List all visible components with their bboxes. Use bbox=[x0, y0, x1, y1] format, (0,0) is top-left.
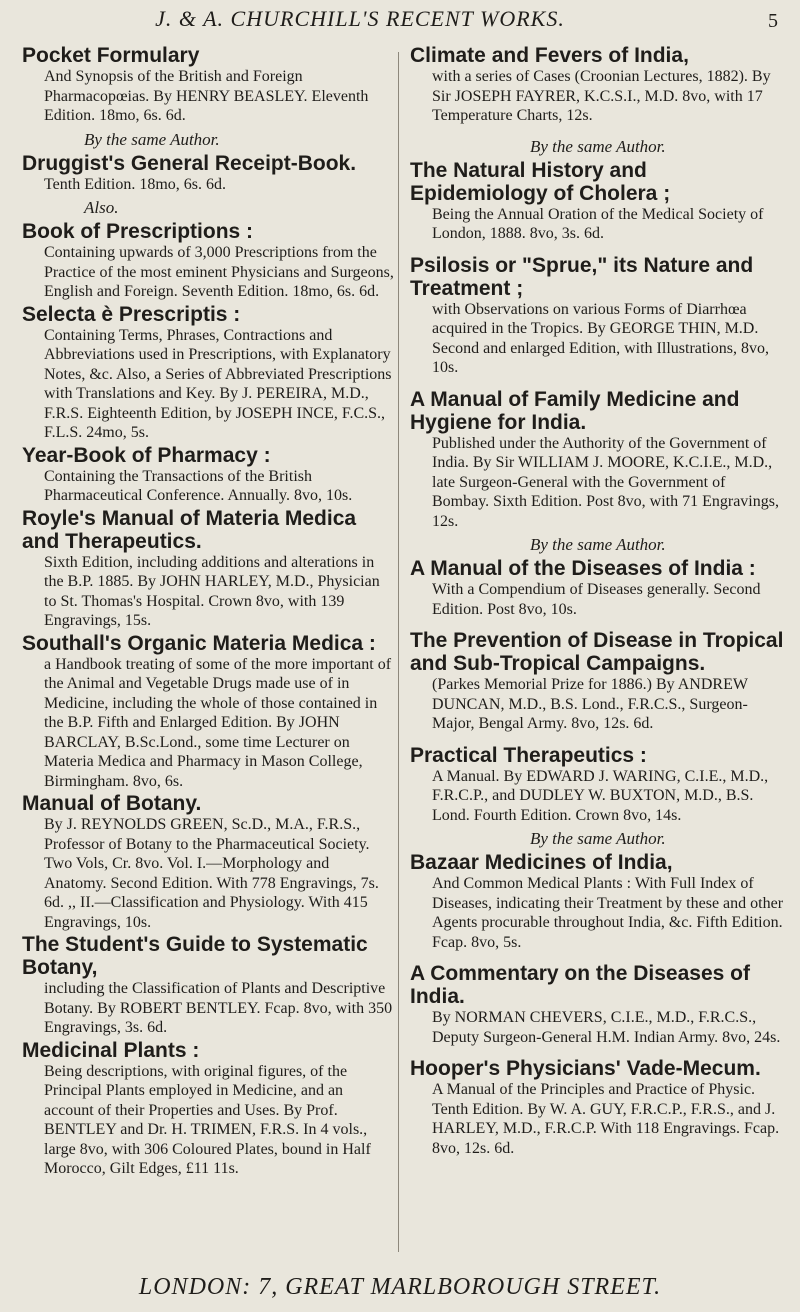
book-description: By J. REYNOLDS GREEN, Sc.D., M.A., F.R.S., Professor of Botany to the Pharmaceutical Society. Two Vols, Cr. 8vo. Vol. I.—Morphology and Anatomy. Second Edition. With 778 Engravings, 7s. 6d. ,, II.—Classification and Physiology. With 415 Engravings, 10s. bbox=[44, 816, 379, 931]
book-description: Tenth Edition. 18mo, 6s. 6d. bbox=[44, 175, 226, 193]
book-entry bbox=[22, 632, 394, 792]
book-title: A Manual of the Diseases of India : bbox=[410, 557, 756, 580]
book-description: Being descriptions, with original figures, of the Principal Plants employed in Medicine, and an account of their Properties and Uses. By Prof. BENTLEY and Dr. H. TRIMEN, F.R.S. In 4 vols., large 8vo, with 306 Coloured Plates, bound in Half Morocco, Gilt Edges, £11 11s. bbox=[44, 1062, 371, 1177]
book-entry bbox=[22, 220, 394, 302]
book-title: Manual of Botany. bbox=[22, 792, 202, 815]
book-description: Published under the Authority of the Government of India. By Sir WILLIAM J. MOORE, K.C.I.E., M.D., late Surgeon-General with the Government of Bombay. Sixth Edition. Post 8vo, with 71 Engravings, 12s. bbox=[432, 434, 779, 530]
book-entry bbox=[410, 254, 786, 378]
book-title: Climate and Fevers of India, bbox=[410, 44, 689, 67]
book-description: Being the Annual Oration of the Medical Society of London, 1888. 8vo, 3s. 6d. bbox=[432, 205, 764, 242]
book-description: By NORMAN CHEVERS, C.I.E., M.D., F.R.C.S., Deputy Surgeon-General H.M. Indian Army. 8vo, 24s. bbox=[432, 1009, 781, 1046]
book-description: A Manual. By EDWARD J. WARING, C.I.E., M.D., F.R.C.P., and DUDLEY W. BUXTON, M.D., B.S. Lond. Fourth Edition. Crown 8vo, 14s. bbox=[432, 767, 769, 824]
column-divider bbox=[398, 52, 399, 1252]
book-entry bbox=[22, 792, 394, 932]
book-entry bbox=[22, 507, 394, 631]
book-description: And Synopsis of the British and Foreign Pharmacopœias. By HENRY BEASLEY. Eleventh Edition. 18mo, 6s. 6d. bbox=[44, 68, 369, 124]
book-description: Containing Terms, Phrases, Contractions and Abbreviations used in Prescriptions, with Explanatory Notes, &c. Also, a Series of Abbreviated Prescriptions with Translations and Key. By J. PEREIRA, M.D., F.R.S. Eighteenth Edition, by JOSEPH INCE, F.C.S., F.L.S. 24mo, 5s. bbox=[44, 326, 392, 441]
book-title: Pocket Formulary bbox=[22, 44, 200, 67]
byline: By the same Author. bbox=[84, 129, 220, 149]
byline: By the same Author. bbox=[530, 535, 666, 554]
book-title: Selecta è Prescriptis : bbox=[22, 302, 241, 326]
book-title: Hooper's Physicians' Vade-Mecum. bbox=[410, 1057, 761, 1080]
book-entry bbox=[410, 557, 786, 619]
page-number: 5 bbox=[768, 10, 778, 32]
book-description: (Parkes Memorial Prize for 1886.) By ANDREW DUNCAN, M.D., B.S. Lond., F.R.C.S., Surgeon-Major, Bengal Army. 8vo, 12s. 6d. bbox=[432, 676, 748, 732]
book-title: Psilosis or "Sprue," its Nature and Treatment ; bbox=[410, 253, 754, 300]
book-description: Containing the Transactions of the British Pharmaceutical Conference. Annually. 8vo, 10s. bbox=[44, 467, 353, 504]
book-title: Royle's Manual of Materia Medica and Therapeutics. bbox=[22, 506, 357, 553]
book-description: With a Compendium of Diseases generally. Second Edition. Post 8vo, 10s. bbox=[432, 581, 761, 618]
book-entry bbox=[410, 962, 786, 1047]
book-description: And Common Medical Plants : With Full Index of Diseases, indicating their Treatment by these and other Agents procurable throughout India, &c. Fifth Edition. Fcap. 8vo, 5s. bbox=[432, 875, 784, 951]
book-entry bbox=[22, 44, 394, 126]
publisher-address: LONDON: 7, GREAT MARLBOROUGH STREET. bbox=[138, 1274, 662, 1300]
byline: Also. bbox=[84, 198, 119, 217]
book-title: Book of Prescriptions : bbox=[22, 220, 254, 243]
book-title: A Commentary on the Diseases of India. bbox=[410, 962, 750, 1008]
book-description: with Observations on various Forms of Diarrhœa acquired in the Tropics. By GEORGE THIN, M.D. Second and enlarged Edition, with Illustrations, 8vo, 10s. bbox=[432, 300, 769, 376]
book-title: Southall's Organic Materia Medica : bbox=[22, 631, 376, 655]
book-entry bbox=[22, 303, 394, 443]
book-entry bbox=[410, 629, 786, 734]
book-title: Practical Therapeutics : bbox=[410, 743, 647, 767]
book-description: with a series of Cases (Croonian Lectures, 1882). By Sir JOSEPH FAYRER, K.C.S.I., M.D. 8vo, with 17 Temperature Charts, 12s. bbox=[432, 68, 771, 124]
book-title: The Prevention of Disease in Tropical and Sub-Tropical Campaigns. bbox=[410, 629, 784, 675]
book-entry bbox=[22, 933, 394, 1038]
book-entry bbox=[410, 388, 786, 532]
byline: By the same Author. bbox=[530, 829, 666, 848]
book-description: Sixth Edition, including additions and alterations in the B.P. 1885. By JOHN HARLEY, M.D., Physician to St. Thomas's Hospital. Crown 8vo, with 139 Engravings, 15s. bbox=[44, 553, 380, 629]
book-title: Year-Book of Pharmacy : bbox=[22, 443, 271, 467]
book-description: including the Classification of Plants and Descriptive Botany. By ROBERT BENTLEY. Fcap. 8vo, with 350 Engravings, 3s. 6d. bbox=[44, 980, 393, 1036]
book-entry bbox=[22, 444, 394, 506]
book-title: A Manual of Family Medicine and Hygiene for India. bbox=[410, 387, 740, 434]
book-title: Bazaar Medicines of India, bbox=[410, 851, 673, 874]
book-entry bbox=[410, 851, 786, 952]
book-description: a Handbook treating of some of the more important of the Animal and Vegetable Drugs made use of in Medicine, including the whole of those contained in the B.P. Fifth and Enlarged Edition. By JOHN BARCLAY, B.Sc.Lond., some time Lecturer on Materia Medica and Pharmacy in Mason College, Birmingham. 8vo, 6s. bbox=[44, 655, 392, 790]
book-entry bbox=[410, 159, 786, 244]
book-entry bbox=[410, 1057, 786, 1158]
byline: By the same Author. bbox=[530, 136, 666, 156]
book-title: The Student's Guide to Systematic Botany, bbox=[22, 933, 368, 979]
book-title: The Natural History and Epidemiology of Cholera ; bbox=[410, 158, 671, 205]
book-title: Medicinal Plants : bbox=[22, 1038, 200, 1062]
book-entry bbox=[410, 744, 786, 826]
running-title: J. & A. CHURCHILL'S RECENT WORKS. bbox=[155, 6, 565, 31]
book-entry bbox=[410, 44, 786, 126]
page-header bbox=[0, 6, 800, 40]
left-column bbox=[22, 44, 394, 1180]
right-column bbox=[410, 44, 786, 1159]
book-entry bbox=[22, 152, 394, 195]
book-title: Druggist's General Receipt-Book. bbox=[22, 151, 357, 175]
book-description: A Manual of the Principles and Practice of Physic. Tenth Edition. By W. A. GUY, F.R.C.P., F.R.S., and J. HARLEY, M.D., F.R.C.P. With 118 Engravings. Fcap. 8vo, 12s. 6d. bbox=[432, 1081, 780, 1157]
book-description: Containing upwards of 3,000 Prescriptions from the Practice of the most eminent Physicians and Surgeons, English and Foreign. Seventh Edition. 18mo, 6s. 6d. bbox=[44, 244, 394, 300]
book-entry bbox=[22, 1039, 394, 1179]
